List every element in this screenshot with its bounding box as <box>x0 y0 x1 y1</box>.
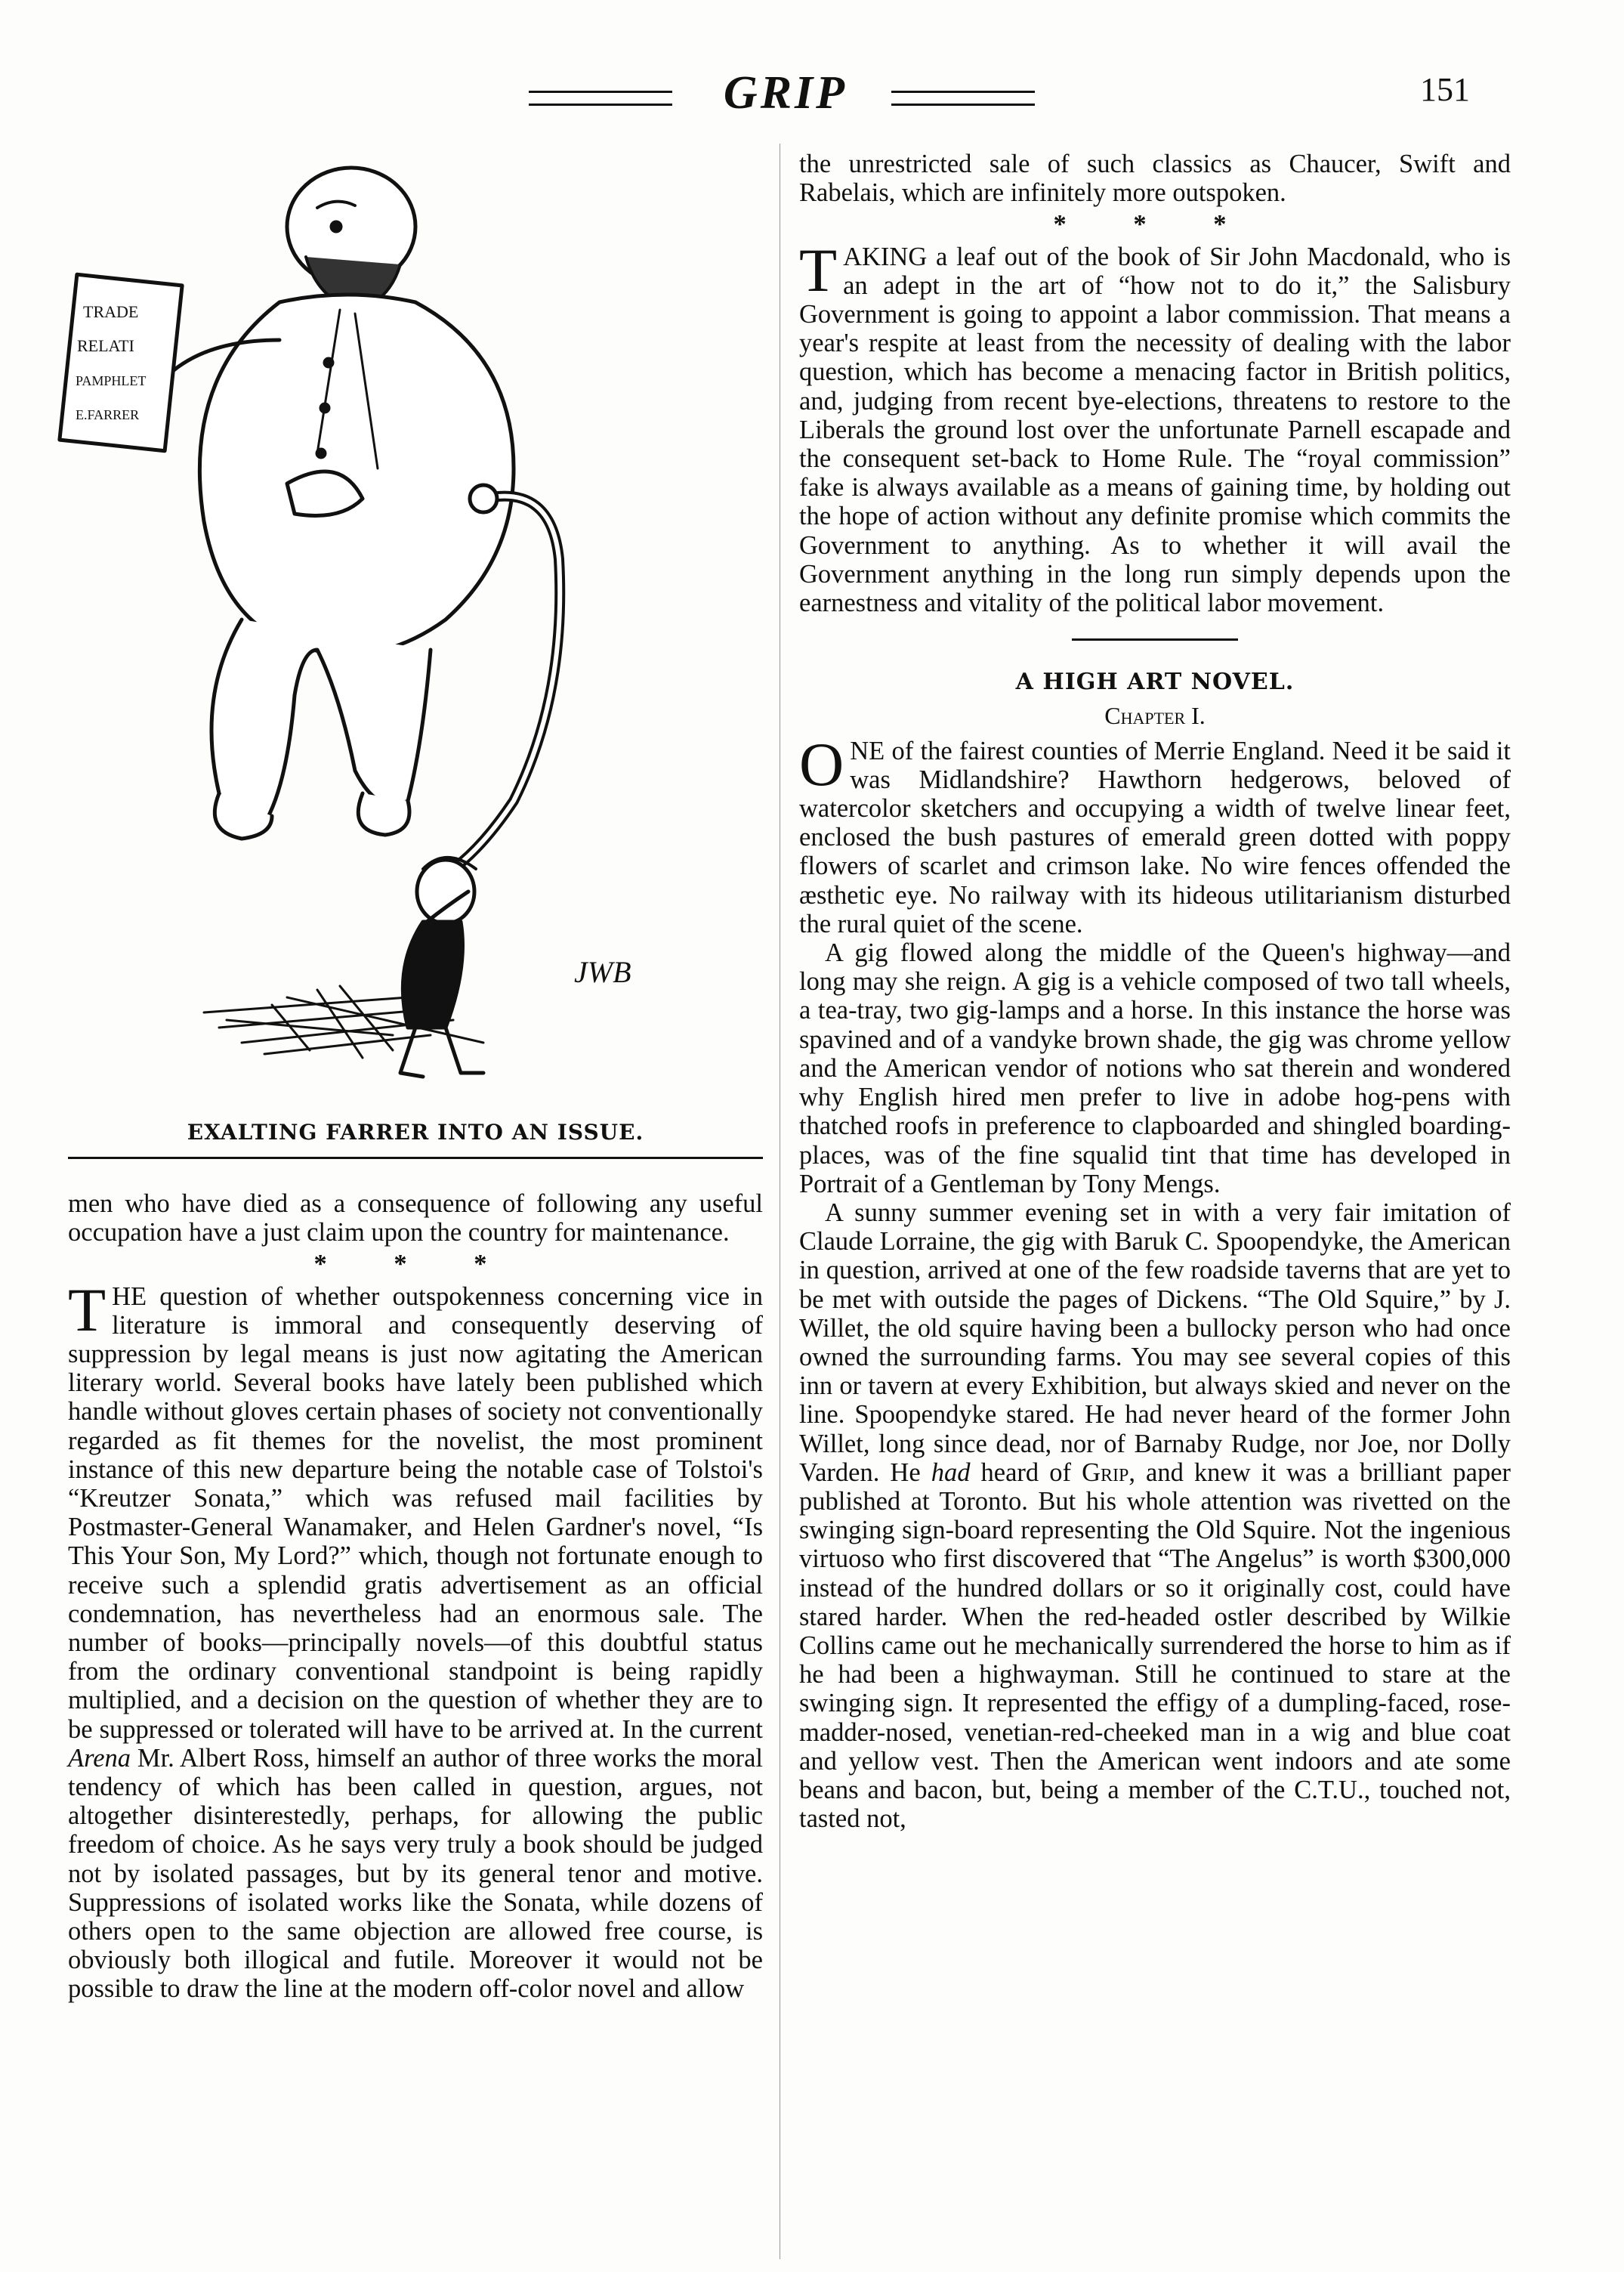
section-stars: * * * <box>1053 210 1257 240</box>
grip-name: Grip <box>1082 1457 1129 1487</box>
paragraph-text: HE question of whether outspokenness concerning vice in literature is immoral and consequently deserving of suppression by legal means is just now agitating the American literary world. Several books have lately been published which handle without gloves certain phases of society not conventionally regarded as fit themes for the novelist, the most prominent instance of this new departure being the notable case of Tolstoi's “Kreutzer Sonata,” which was refused mail facilities by Postmaster-General Wanamaker, and Helen Gardner's novel, “Is This Your Son, My Lord?” which, though not fortunate enough to receive such a splendid gratis advertisement as an official condemnation, has nevertheless had an enormous sale. The number of books—principally novels—of this doubtful status from the ordinary conventional standpoint is being rapidly multiplied, and a decision on the question of whether they are to be suppressed or tolerated will have to be arrived at. In the current <box>68 1281 763 1744</box>
paragraph-labor-commission <box>799 235 1511 618</box>
paragraph-midlandshire <box>799 729 1511 938</box>
section-title: A HIGH ART NOVEL. <box>1015 669 1295 696</box>
left-column <box>68 1189 763 2004</box>
paragraph-text: heard of <box>980 1457 1071 1487</box>
illustration-caption: EXALTING FARRER INTO AN ISSUE. <box>187 1120 644 1145</box>
right-column <box>799 150 1511 1833</box>
paragraph-continuation: the unrestricted sale of such classics as Chaucer, Swift and Rabelais, which are infinitely more outspoken. <box>799 150 1511 208</box>
masthead-right-rule <box>891 91 1035 106</box>
pamphlet-line: PAMPHLET <box>76 373 147 388</box>
drop-cap: T <box>799 235 838 304</box>
pamphlet-line: RELATI <box>77 336 134 355</box>
drop-cap: O <box>799 729 844 799</box>
masthead-title: GRIP <box>723 67 848 119</box>
paragraph-literary-question <box>68 1275 763 2004</box>
emphasis-had: had <box>931 1457 971 1487</box>
paragraph-text: NE of the fairest counties of Merrie England. Need it be said it was Midlandshire? Hawthorn hedgerows, beloved of watercolor sketchers and occupying a width of twelve linear feet, enclosed the bush pastures of emerald green dotted with poppy flowers of scarlet and crimson lake. No wire fences offended the æsthetic eye. No railway with its hideous utilitarianism disturbed the rural quiet of the scene. <box>799 736 1511 938</box>
masthead <box>0 66 1624 119</box>
paragraph-continuation: men who have died as a consequence of following any useful occupation have a just claim upon the country for maintenance. <box>68 1189 763 1247</box>
section-stars: * * * <box>313 1250 517 1279</box>
caption-rule <box>68 1157 763 1159</box>
masthead-left-rule <box>529 91 672 106</box>
pamphlet <box>60 274 182 450</box>
small-figure-body <box>403 922 462 1028</box>
pamphlet-line: TRADE <box>83 302 139 321</box>
paragraph-text: A sunny summer evening set in with a very fair imitation of Claude Lorraine, the gig with Baruk C. Spoopendyke, the American in question, arrived at one of the few roadside taverns that are yet to be met with outside the pages of Dickens. “The Old Squire,” by J. Willet, the old squire having been a bullocky person who had once owned the surrounding farms. You may see several copies of this inn or tavern at every Exhibition, but always skied and never on the line. Spoopendyke stared. He had never heard of the former John Willet, long since dead, nor of Barnaby Rudge, nor Joe, nor Dolly Varden. He <box>799 1198 1511 1487</box>
page-number: 151 <box>1420 71 1470 108</box>
chapter-heading: Chapter I. <box>1104 702 1206 730</box>
artist-signature: JWB <box>574 955 631 989</box>
paragraph-sunny-evening <box>799 1198 1511 1833</box>
cartoon-illustration <box>76 166 740 1126</box>
large-figure-body <box>199 295 514 654</box>
pamphlet-line: E.FARRER <box>76 407 140 422</box>
section-rule <box>1072 638 1238 641</box>
paragraph-text: Mr. Albert Ross, himself an author of three works the moral tendency of which has been called in question, argues, not altogether disinterestedly, perhaps, for allowing the public freedom of choice. As he says very truly a book should be judged not by isolated passages, but by its general tenor and motive. Suppressions of isolated works like the Sonata, while dozens of others open to the same objection are allowed free course, is obviously both illogical and futile. Moreover it would not be possible to draw the line at the modern off-color novel and allow <box>68 1743 763 2004</box>
paragraph-gig: A gig flowed along the middle of the Queen's highway—and long may she reign. A gig is a vehicle composed of two tall wheels, a tea-tray, two gig-lamps and a horse. In this instance the horse was spavined and of a vandyke brown shade, the gig was chrome yellow and the American vendor of notions who sat therein and wondered why English hired men prefer to live in adobe hog-pens with thatched roofs in preference to clapboarded and shingled boarding-places, was of the fine squalid tint that time has developed in Portrait of a Gentleman by Tony Mengs. <box>799 938 1511 1198</box>
magazine-title: Arena <box>68 1743 131 1773</box>
paragraph-text: AKING a leaf out of the book of Sir John Macdonald, who is an adept in the art of “how not to do it,” the Salisbury Government is going to appoint a labor commission. That means a year's respite at least from the necessity of dealing with the labor question, which has become a menacing factor in British politics, and, judging from recent bye-elections, threatens to restore to the Liberals the ground lost over the unfortunate Parnell escapade and the consequent set-back to Home Rule. The “royal commission” fake is always available as a means of gaining time, by holding out the hope of action without any definite promise which commits the Government to anything. As to whether it will avail the Government anything in the long run simply depends upon the earnestness and vitality of the political labor movement. <box>799 242 1511 618</box>
drop-cap: T <box>68 1275 107 1344</box>
paragraph-text: , and knew it was a brilliant paper published at Toronto. But his whole attention was rivetted on the swinging sign-board representing the Old Squire. Not the ingenious virtuoso who first discovered that “The Angelus” is worth $300,000 instead of the hundred dollars or so it originally cost, could have stared harder. When the red-headed ostler described by Wilkie Collins came out he mechanically surrendered the horse to him as if he had been a highwayman. Still he continued to stare at the swinging sign. It represented the effigy of a dumpling-faced, rose-madder-nosed, venetian-red-cheeked man in a wig and blue coat and yellow vest. Then the American went indoors and ate some beans and bacon, but, being a member of the C.T.U., touched not, tasted not, <box>799 1457 1511 1834</box>
large-figure-legs <box>211 620 431 825</box>
